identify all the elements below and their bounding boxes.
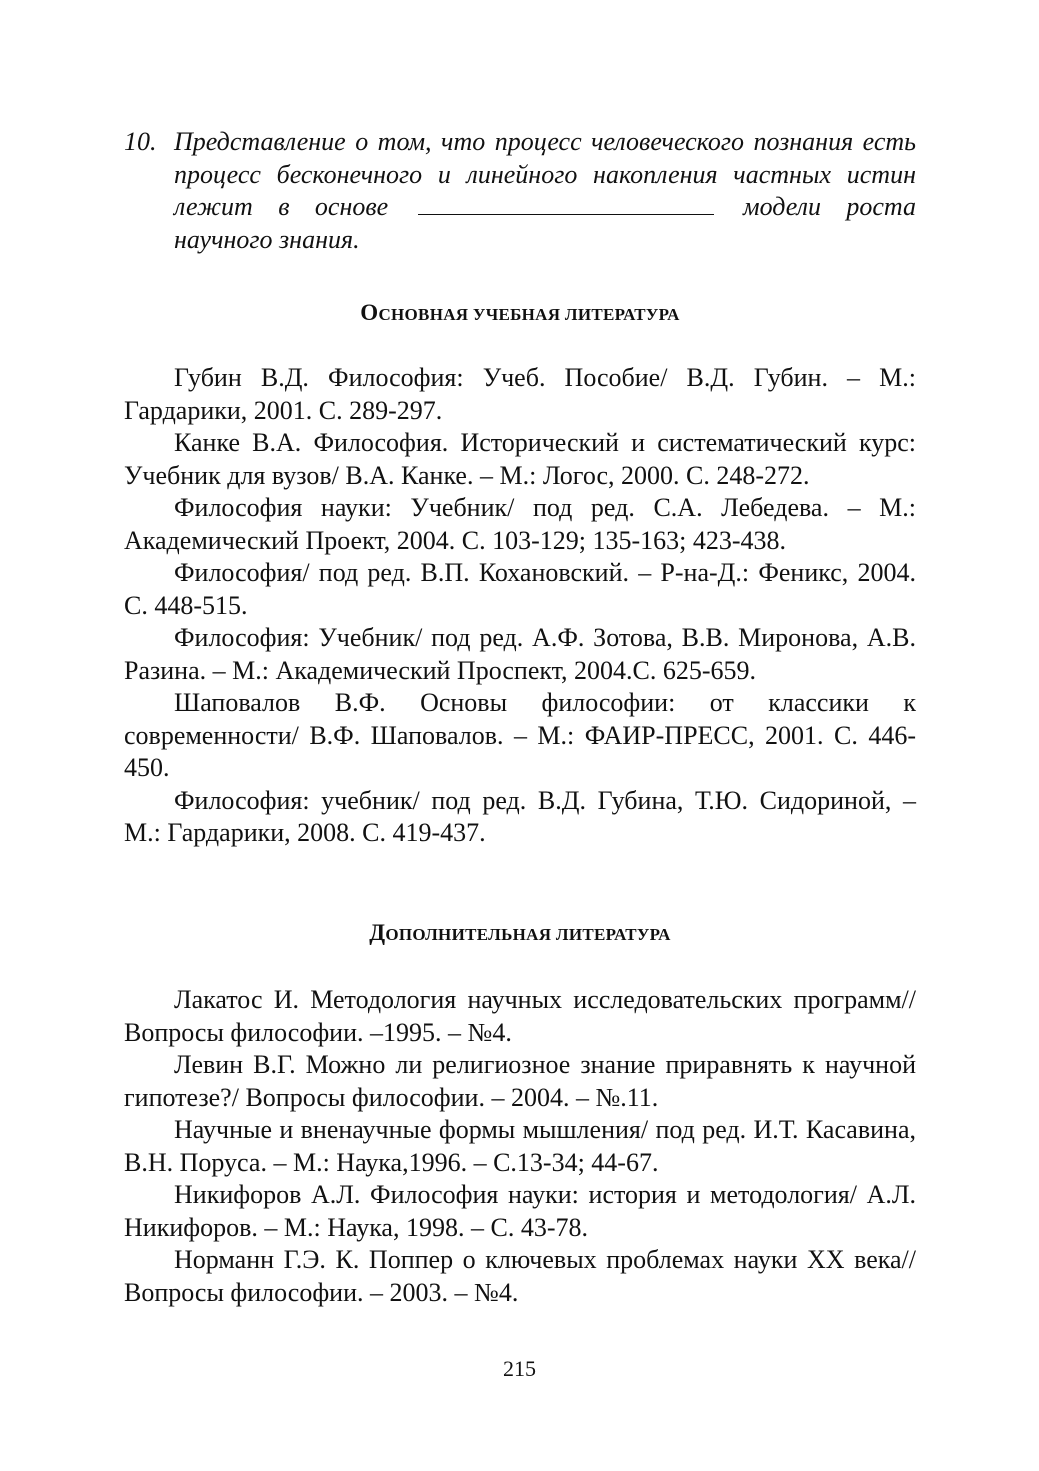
additional-reference-2: Левин В.Г. Можно ли религиозное знание приравнять к научной гипотезе?/ Вопросы философии. – 2004. – №.11. [124, 1050, 916, 1112]
additional-reference-5: Норманн Г.Э. К. Поппер о ключевых проблемах науки XX века// Вопросы философии. – 2003. – №4. [124, 1245, 916, 1307]
main-literature-list [124, 362, 916, 850]
additional-literature-heading-rest: ОПОЛНИТЕЛЬНАЯ ЛИТЕРАТУРА [385, 925, 671, 944]
additional-reference-4: Никифоров А.Л. Философия науки: история и методология/ А.Л. Никифоров. – М.: Наука, 1998. – С. 43-78. [124, 1180, 916, 1242]
main-reference-1: Губин В.Д. Философия: Учеб. Пособие/ В.Д. Губин. – М.: Гардарики, 2001. С. 289-297. [124, 363, 916, 425]
question-number: 10. [124, 127, 157, 156]
main-reference-6: Шаповалов В.Ф. Основы философии: от классики к современности/ В.Ф. Шаповалов. – М.: ФАИР-ПРЕСС, 2001. С. 446-450. [124, 688, 916, 782]
question-text-after-blank: модели роста научного знания. [174, 192, 917, 254]
additional-reference-3: Научные и вненаучные формы мышления/ под ред. И.Т. Касавина, В.Н. Поруса. – М.: Наука,1996. – С.13-34; 44-67. [124, 1115, 916, 1177]
main-reference-5: Философия: Учебник/ под ред. А.Ф. Зотова, В.В. Миронова, А.В. Разина. – М.: Академический Проспект, 2004.С. 625-659. [124, 623, 916, 685]
additional-reference-1: Лакатос И. Методология научных исследовательских программ// Вопросы философии. –1995. – №4. [124, 985, 916, 1047]
additional-literature-heading [124, 920, 916, 946]
main-reference-3: Философия науки: Учебник/ под ред. С.А. Лебедева. – М.: Академический Проект, 2004. С. 103-129; 135-163; 423-438. [124, 493, 916, 555]
main-reference-4: Философия/ под ред. В.П. Кохановский. – Р-на-Д.: Феникс, 2004. С. 448-515. [124, 558, 916, 620]
question-10 [124, 126, 916, 256]
main-literature-heading-rest: СНОВНАЯ УЧЕБНАЯ ЛИТЕРАТУРА [378, 305, 680, 324]
main-reference-2: Канке В.А. Философия. Исторический и систематический курс: Учебник для вузов/ В.А. Канке. – М.: Логос, 2000. С. 248-272. [124, 428, 916, 490]
main-literature-heading-initial: О [360, 300, 379, 325]
additional-literature-list [124, 984, 916, 1309]
question-text-before-blank: Представление о том, что процесс человеческого познания есть процесс бесконечного и линейного накопления частных истин лежит в основе [174, 127, 916, 221]
main-literature-heading [124, 300, 916, 326]
main-reference-7: Философия: учебник/ под ред. В.Д. Губина, Т.Ю. Сидориной, – М.: Гардарики, 2008. С. 419-437. [124, 785, 916, 847]
additional-literature-heading-initial: Д [369, 920, 386, 945]
question-text [174, 126, 916, 256]
page-number: 215 [503, 1356, 536, 1381]
answer-blank[interactable] [418, 194, 714, 215]
